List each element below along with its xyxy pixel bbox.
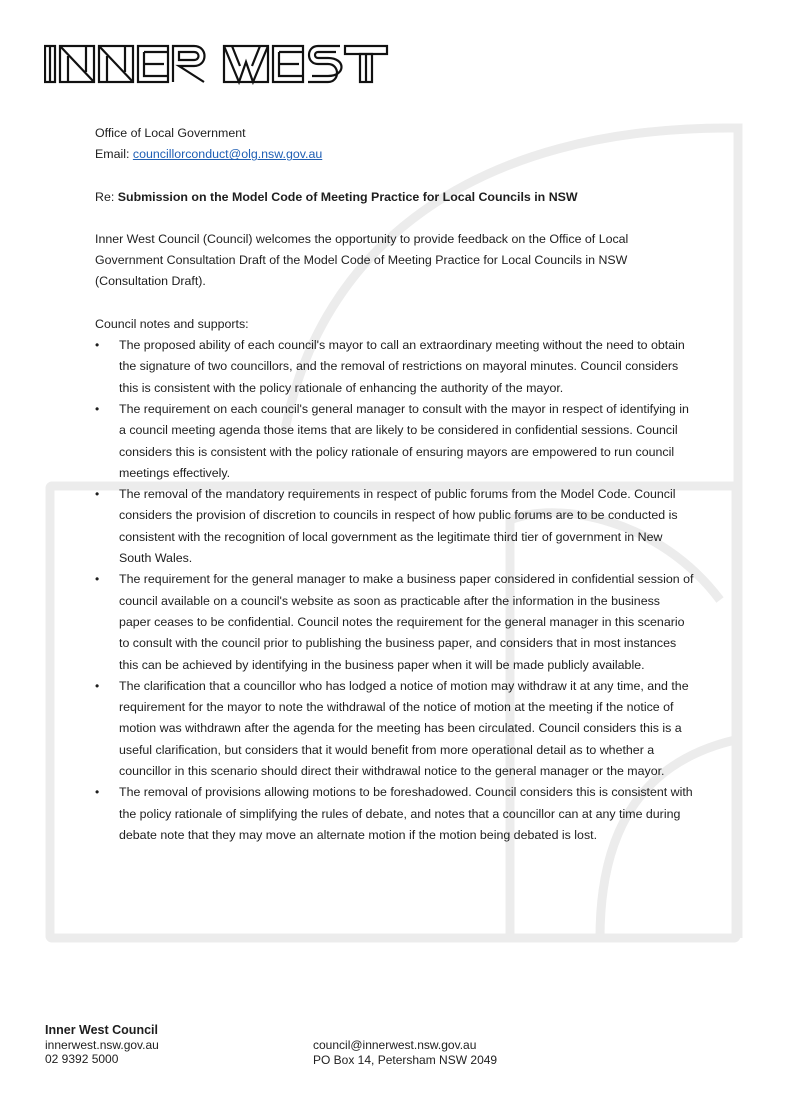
list-item: • The requirement on each council's general manager to consult with the mayor in respect of identifying in a council meeting agenda those items that are likely to be considered in confidential sessions. Council considers this is consistent with the policy rationale of ensuring mayors are empowered to run council meetings effectively.	[95, 399, 695, 484]
footer-email: council@innerwest.nsw.gov.au	[313, 1038, 477, 1052]
email-label: Email:	[95, 147, 133, 162]
footer-website: innerwest.nsw.gov.au	[45, 1037, 159, 1052]
inner-west-logo	[44, 42, 389, 86]
list-item: • The requirement for the general manager to make a business paper considered in confidential session of council available on a council's website as soon as practicable after the information in the business paper ceases to be confidential. Council notes the requirement for the general manager in this scenario to consult with the council prior to publishing the business paper, and considers that in most instances this can be achieved by identifying in the business paper when it will be made publicly available.	[95, 569, 695, 675]
letter-body	[95, 123, 695, 846]
footer-contact-right	[313, 1038, 497, 1067]
recipient-email-link[interactable]: councillorconduct@olg.nsw.gov.au	[132, 147, 323, 162]
support-points-list	[95, 335, 695, 846]
list-item: • The removal of provisions allowing motions to be foreshadowed. Council considers this is consistent with the policy rationale of simplifying the rules of debate, and notes that a councillor can at any time during debate note that they may move an alternate motion if the motion being debated is lost.	[95, 782, 695, 846]
footer-org-name: Inner West Council	[45, 1023, 158, 1037]
recipient-line: Office of Local Government	[95, 126, 246, 140]
subject-title: Submission on the Model Code of Meeting Practice for Local Councils in NSW	[117, 189, 578, 204]
subject-line	[95, 187, 695, 208]
intro-paragraph: Inner West Council (Council) welcomes the opportunity to provide feedback on the Office of Local Government Consultation Draft of the Model Code of Meeting Practice for Local Councils in NSW (Consultation Draft).	[95, 231, 629, 289]
footer-contact-left	[45, 1023, 159, 1067]
recipient-email-line	[95, 144, 695, 165]
list-item: • The clarification that a councillor who has lodged a notice of motion may withdraw it at any time, and the requirement for the mayor to note the withdrawal of the notice of motion at the meeting if the notice of motion was withdrawn after the agenda for the meeting has been circulated. Council considers this is a useful clarification, but considers that it would benefit from more operational detail as to whether a councillor in this scenario should direct their withdrawal notice to the general manager or the mayor.	[95, 676, 695, 782]
list-item: • The proposed ability of each council's mayor to call an extraordinary meeting without the need to obtain the signature of two councillors, and the removal of restrictions on mayoral minutes. Council considers this is consistent with the policy rationale of enhancing the authority of the mayor.	[95, 335, 695, 399]
notes-heading: Council notes and supports:	[95, 316, 249, 331]
list-item: • The removal of the mandatory requirements in respect of public forums from the Model Code. Council considers the provision of discretion to councils in respect of how public forums are to be conducted is consistent with the recognition of local government as the legitimate third tier of government in New South Wales.	[95, 484, 695, 569]
footer-postal: PO Box 14, Petersham NSW 2049	[313, 1052, 498, 1067]
footer-phone: 02 9392 5000	[45, 1052, 119, 1066]
subject-prefix: Re:	[95, 189, 118, 204]
